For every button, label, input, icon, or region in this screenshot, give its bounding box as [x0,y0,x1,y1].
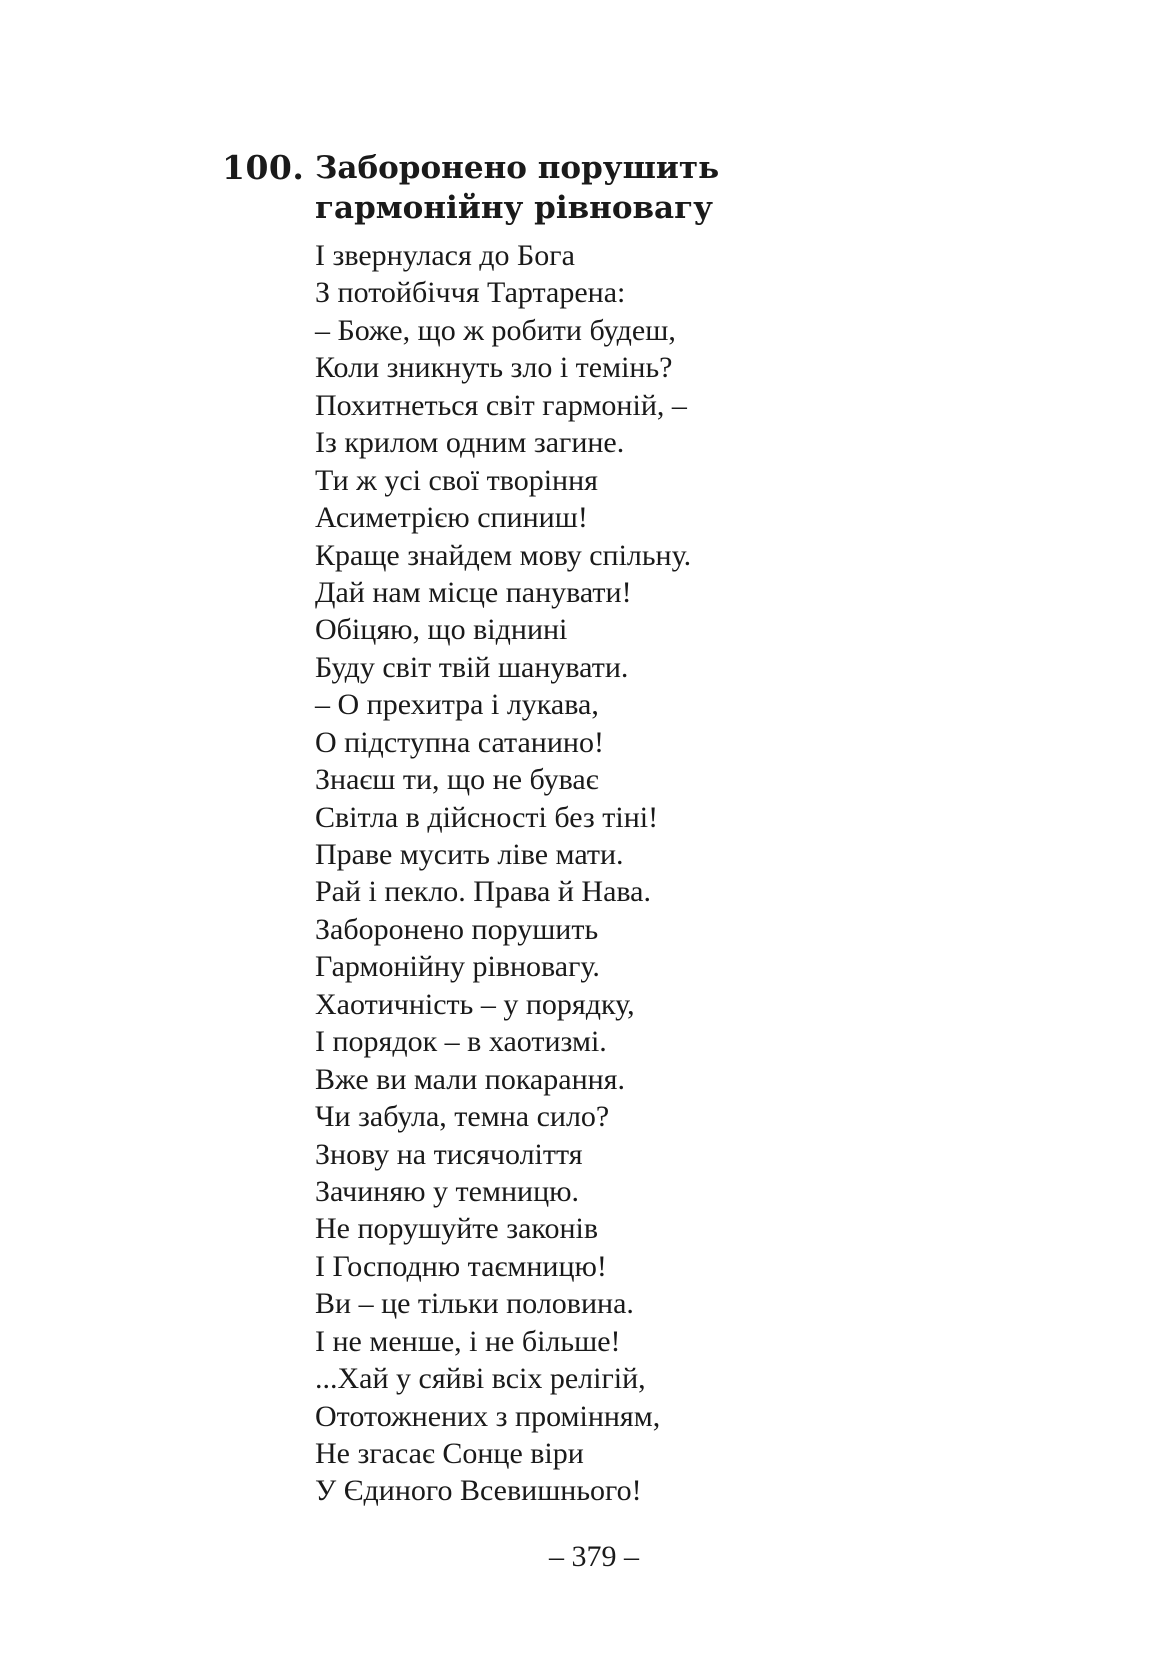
poem-line: Зачиняю у темницю. [315,1174,580,1208]
poem-line: Хаотичність – у порядку, [315,987,635,1021]
poem-line: Ви – це тільки половина. [315,1287,634,1321]
poem-line: І Господню таємницю! [315,1249,607,1283]
poem-line: Ототожнених з промінням, [315,1399,661,1433]
poem-line: Не згасає Сонце віри [315,1437,584,1470]
poem-line: Дай нам місце панувати! [315,575,632,609]
poem-line: О підступна сатанино! [315,725,604,759]
poem-line: Гармонійну рівновагу. [315,950,600,984]
poem-line: Коли зникнуть зло і темінь? [315,351,673,385]
poem-line: Рай і пекло. Права й Нава. [315,875,651,909]
poem-line: Асиметрією спиниш! [315,501,588,535]
poem-line: Ти ж усі свої творіння [315,463,598,497]
poem-title-line: гармонійну рівновагу [315,190,713,226]
poem-line: І звернулася до Бога [315,239,575,272]
poem-line: З потойбіччя Тартарена: [315,276,626,310]
page-number: – 379 – [549,1540,639,1573]
poem-line: У Єдиного Всевишнього! [315,1474,642,1508]
poem-title-line: Заборонено порушить [315,150,720,186]
poem-line: – Боже, що ж робити будеш, [315,313,676,347]
poem-line: ...Хай у сяйві всіх релігій, [315,1362,646,1396]
poem-line: І порядок – в хаотизмі. [315,1025,607,1059]
poem-line: Знаєш ти, що не буває [315,763,599,797]
poem-body [315,237,1015,1510]
poem-line: Обіцяю, що віднині [315,613,568,647]
poem-line: Похитнеться світ гармоній, – [315,388,687,422]
poem-title [315,148,875,228]
poem-number: 100. [222,148,305,187]
poem-line: Не порушуйте законів [315,1212,598,1246]
poem-line: – О прехитра і лукава, [315,688,599,722]
poem-line: І не менше, і не більше! [315,1324,621,1358]
poem-line: Вже ви мали покарання. [315,1062,625,1096]
poem-line: Чи забула, темна сило? [315,1100,610,1134]
poem-line: Знову на тисячоліття [315,1137,583,1171]
poem-line: Краще знайдем мову спільну. [315,538,692,572]
poem-line: Заборонено порушить [315,912,599,946]
poem-line: Із крилом одним загине. [315,426,625,460]
poem-line: Світла в дійсності без тіні! [315,800,659,834]
poem-line: Буду світ твій шанувати. [315,650,629,684]
poem-line: Праве мусить ліве мати. [315,838,624,871]
